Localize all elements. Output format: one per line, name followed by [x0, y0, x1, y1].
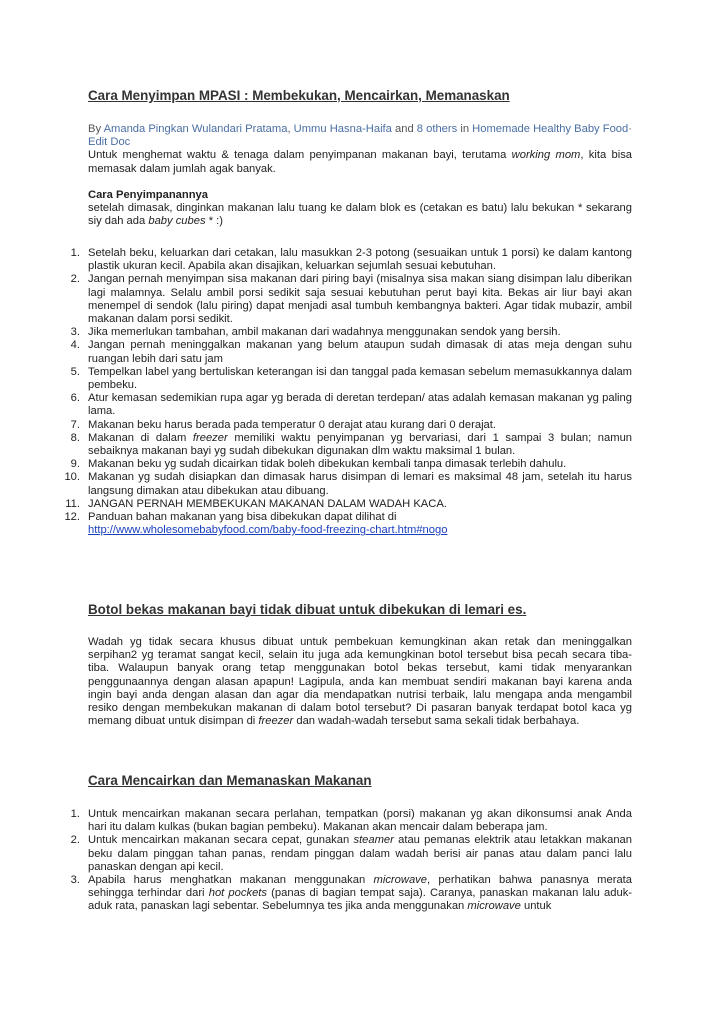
- edit-doc-link[interactable]: Edit Doc: [88, 136, 131, 149]
- heading-cara-menyimpan: Cara Menyimpan MPASI : Membekukan, Mencairkan, Memanaskan: [88, 88, 510, 103]
- section-title-1: [88, 88, 632, 104]
- storage-list: [0, 247, 632, 537]
- intro-paragraph: Untuk menghemat waktu & tenaga dalam penyimpanan makanan bayi, terutama working mom, kita bisa memasak dalam jumlah agak banyak.: [88, 149, 633, 175]
- byline: [88, 123, 632, 176]
- list-item: 2. Untuk mencairkan makanan secara cepat, gunakan steamer atau pemanas elektrik atau letakkan makanan beku dalam pinggan tahan panas, rendam pinggan dalam wadah berisi air panas atau dalam panci lalu panaskan dengan api kecil.: [70, 834, 632, 873]
- list-item: 2. Jangan pernah menyimpan sisa makanan dari piring bayi (misalnya sisa makan siang disimpan lalu diberikan lagi malamnya. Selalu ambil porsi sedikit saja sesuai kebutuhan perut bayi kita. Bekas air liur bayi akan menempel di sendok (lalu piring) dapat menjadi asal tumbuh kembangnya bakteri. Agar tidak mubazir, ambil makanan dalam porsi sedikit.: [70, 273, 632, 326]
- byline-in: in: [460, 123, 470, 135]
- storage-subsection: [88, 189, 632, 229]
- bottle-paragraph: Wadah yg tidak secara khusus dibuat untuk pembekuan kemungkinan akan retak dan meninggalkan serpihan2 yg teramat sangat kecil, selain itu juga ada kemungkinan botol tersebut bisa pecah secara tiba-tiba. Walaupun banyak orang tetap menggunakan botol bekas tersebut, kami tidak menyarankan penggunaannya dengan alasan apapun! Lagipula, anda kan membuat sendiri makanan bayi karena anda ingin bayi anda dengan alasan dan agar dia mendapatkan nutrisi terbaik, lalu mengapa anda mengambil resiko dengan membekukan makanan di dalam botol tersebut? Di pasaran banyak terdapat botol kaca yg memang dibuat untuk disimpan di freezer dan wadah-wadah tersebut sama sekali tidak berbahaya.: [88, 636, 632, 728]
- others-link[interactable]: 8 others: [416, 123, 458, 135]
- storage-intro: setelah dimasak, dinginkan makanan lalu tuang ke dalam blok es (cetakan es batu) lalu bekukan * sekarang siy dah ada baby cubes * :): [88, 202, 632, 228]
- author-link-2[interactable]: Ummu Hasna-Haifa: [293, 123, 392, 135]
- heading-botol-bekas: Botol bekas makanan bayi tidak dibuat untuk dibekukan di lemari es.: [88, 602, 527, 617]
- list-item: 10. Makanan yg sudah disiapkan dan dimasak harus disimpan di lemari es maksimal 48 jam, setelah itu harus langsung dimakan atau dibekukan atau dibuang.: [64, 471, 632, 497]
- list-item: 6. Atur kemasan sedemikian rupa agar yg berada di deretan terdepan/ atas adalah kemasan makanan yg paling lama.: [70, 392, 632, 418]
- heading-cara-mencairkan: Cara Mencairkan dan Memanaskan Makanan: [88, 773, 372, 788]
- byline-dot: ·: [628, 123, 632, 135]
- byline-comma: ,: [287, 123, 291, 135]
- list-item: 3. Jika memerlukan tambahan, ambil makanan dari wadahnya menggunakan sendok yang bersih.: [70, 326, 561, 339]
- subheading-cara-penyimpanannya: Cara Penyimpanannya: [88, 189, 209, 201]
- section-title-3: [88, 773, 632, 789]
- byline-by: By: [88, 123, 102, 135]
- list-item: 7. Makanan beku harus berada pada temperatur 0 derajat atau kurang dari 0 derajat.: [70, 418, 496, 431]
- group-link[interactable]: Homemade Healthy Baby Food: [472, 123, 629, 135]
- list-item: 8. Makanan di dalam freezer memiliki waktu penyimpanan yg bervariasi, dari 1 sampai 3 bulan; namun sebaiknya makanan bayi yg sudah dibekukan digunakan dlm waktu maksimal 1 bulan.: [70, 431, 633, 458]
- section-title-2: [88, 602, 632, 618]
- byline-and: and: [395, 123, 414, 135]
- list-item: 3. Apabila harus menghatkan makanan menggunakan microwave, perhatikan bahwa panasnya merata sehingga terhindar dari hot pockets (panas di bagian tempat saja). Caranya, panaskan makanan lalu aduk-aduk rata, panaskan lagi sebentar. Sebelumnya tes jika anda menggunakan microwave untuk: [70, 874, 633, 913]
- list-item: 4. Jangan pernah meninggalkan makanan yang belum ataupun sudah dimasak di atas meja dengan suhu ruangan lebih dari satu jam: [70, 339, 632, 365]
- list-item: 9. Makanan beku yg sudah dicairkan tidak boleh dibekukan kembali tanpa dimasak terlebih dahulu.: [70, 458, 567, 471]
- list-item: 5. Tempelkan label yang bertuliskan keterangan isi dan tanggal pada kemasan sebelum memasukkannya dalam pembeku.: [70, 365, 632, 392]
- list-item: 12. Panduan bahan makanan yang bisa dibekukan dapat dilihat di http://www.wholesomebabyfood.com/baby-food-freezing-chart.htm#nogo: [64, 511, 448, 537]
- list-item: 1. Untuk mencairkan makanan secara perlahan, tempatkan (porsi) makanan yg akan dikonsumsi anak Anda hari itu dalam kulkas (bukan bagian pembeku). Makanan akan mencair dalam beberapa jam.: [70, 808, 632, 834]
- list-item: 1. Setelah beku, keluarkan dari cetakan, lalu masukkan 2-3 potong (sesuaikan untuk 1 porsi) ke dalam kantong plastik ukuran kecil. Apabila akan disajikan, keluarkan sejumlah sesuai kebutuhan.: [70, 247, 632, 273]
- list-item: 11. JANGAN PERNAH MEMBEKUKAN MAKANAN DALAM WADAH KACA.: [65, 497, 447, 510]
- thawing-list: [0, 808, 632, 914]
- freezing-chart-link[interactable]: http://www.wholesomebabyfood.com/baby-food-freezing-chart.htm#nogo: [88, 524, 448, 537]
- author-link-1[interactable]: Amanda Pingkan Wulandari Pratama: [103, 123, 288, 135]
